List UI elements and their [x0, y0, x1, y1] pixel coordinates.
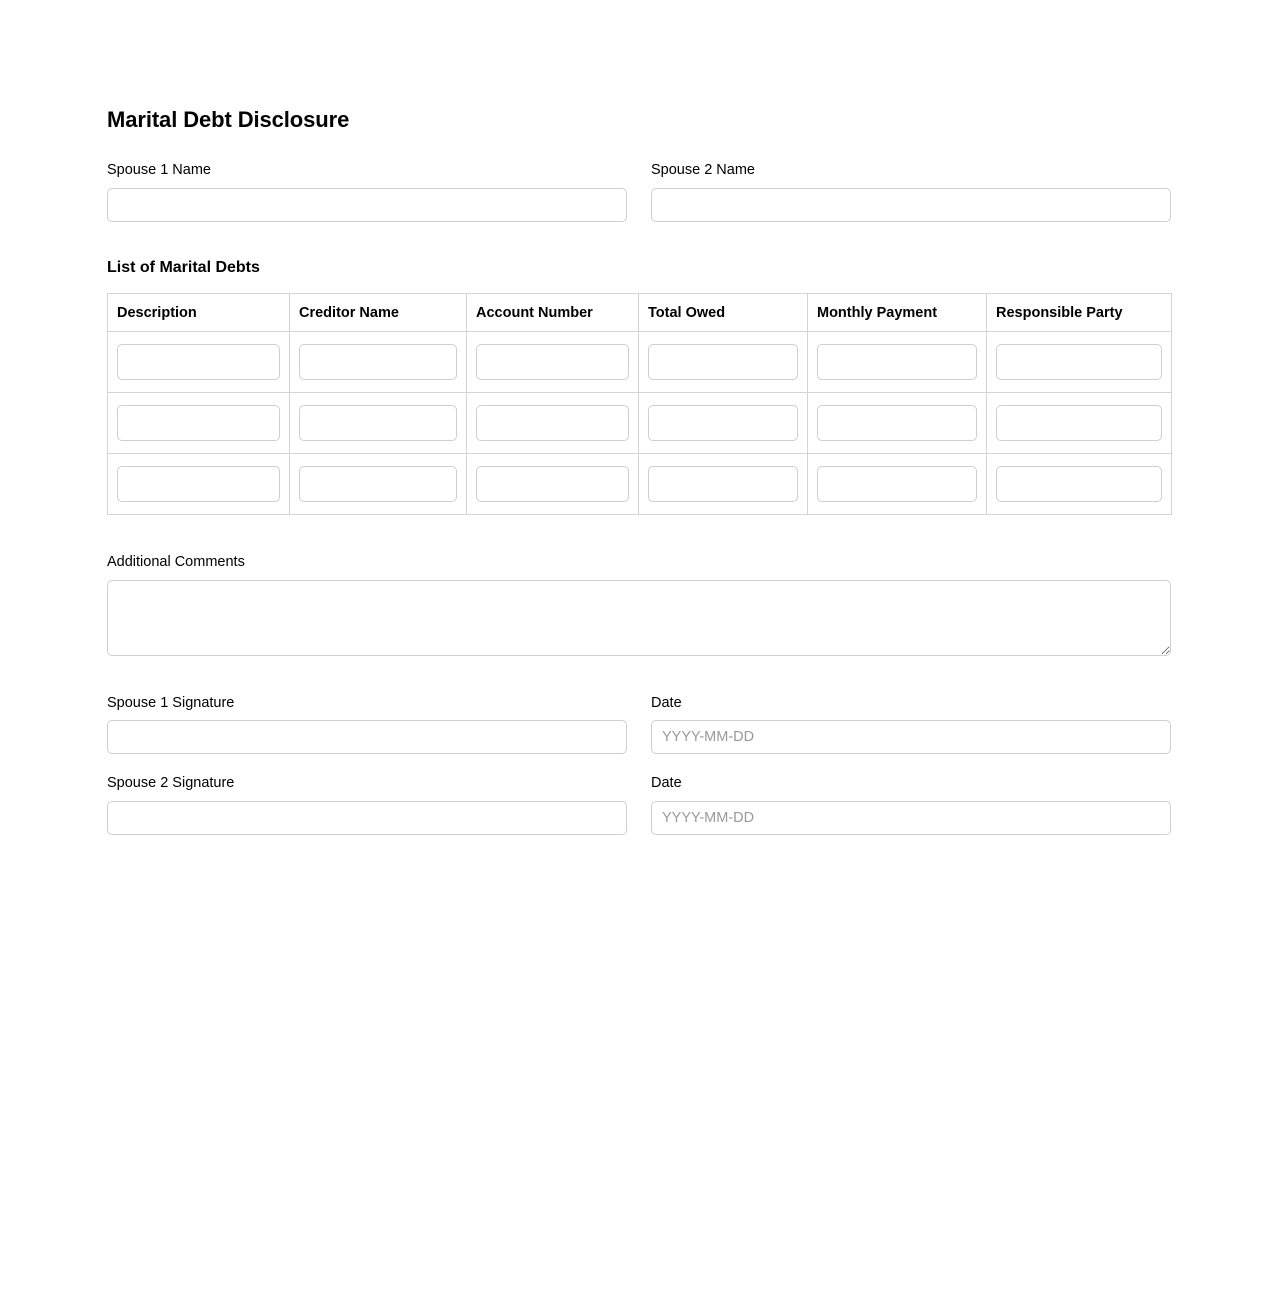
debt-description-input-2[interactable] — [117, 405, 280, 441]
debt-total-owed-input-1[interactable] — [648, 344, 798, 380]
table-header-row — [108, 294, 1172, 332]
spouse-1-signature-field — [107, 694, 627, 755]
spouse-2-signature-row — [107, 774, 1171, 835]
cell-description — [108, 454, 290, 515]
debt-creditor-name-input-3[interactable] — [299, 466, 457, 502]
cell-creditor-name — [290, 393, 467, 454]
debt-account-number-input-3[interactable] — [476, 466, 629, 502]
spouse-2-date-field — [651, 774, 1171, 835]
spouse-1-name-field — [107, 161, 627, 222]
spouse-2-date-label: Date — [651, 775, 682, 792]
table-body — [108, 332, 1172, 515]
additional-comments-field — [107, 553, 1171, 656]
marital-debts-table — [107, 293, 1172, 515]
column-header-creditor-name: Creditor Name — [290, 294, 467, 332]
page-title: Marital Debt Disclosure — [107, 107, 350, 132]
spouse-2-signature-label: Spouse 2 Signature — [107, 775, 235, 792]
spouse-2-date-input[interactable] — [651, 801, 1171, 835]
spouse-2-name-input[interactable] — [651, 188, 1171, 222]
cell-total-owed — [639, 332, 808, 393]
debt-total-owed-input-2[interactable] — [648, 405, 798, 441]
spouse-1-signature-row — [107, 694, 1171, 755]
debt-monthly-payment-input-2[interactable] — [817, 405, 977, 441]
table-row — [108, 454, 1172, 515]
cell-total-owed — [639, 393, 808, 454]
debt-account-number-input-1[interactable] — [476, 344, 629, 380]
cell-account-number — [467, 454, 639, 515]
spouse-1-name-input[interactable] — [107, 188, 627, 222]
table-row — [108, 393, 1172, 454]
cell-responsible-party — [987, 454, 1172, 515]
debt-responsible-party-input-1[interactable] — [996, 344, 1162, 380]
spouse-1-name-label: Spouse 1 Name — [107, 162, 211, 179]
debt-description-input-1[interactable] — [117, 344, 280, 380]
cell-account-number — [467, 393, 639, 454]
cell-creditor-name — [290, 332, 467, 393]
column-header-monthly-payment: Monthly Payment — [808, 294, 987, 332]
debt-creditor-name-input-2[interactable] — [299, 405, 457, 441]
spouse-1-date-field — [651, 694, 1171, 755]
cell-total-owed — [639, 454, 808, 515]
spouse-1-signature-label: Spouse 1 Signature — [107, 694, 235, 711]
cell-responsible-party — [987, 332, 1172, 393]
debt-total-owed-input-3[interactable] — [648, 466, 798, 502]
table-header — [108, 294, 1172, 332]
debt-account-number-input-2[interactable] — [476, 405, 629, 441]
signatures-section — [107, 694, 1171, 835]
debt-creditor-name-input-1[interactable] — [299, 344, 457, 380]
cell-monthly-payment — [808, 332, 987, 393]
debt-responsible-party-input-3[interactable] — [996, 466, 1162, 502]
debt-monthly-payment-input-3[interactable] — [817, 466, 977, 502]
spouse-2-signature-input[interactable] — [107, 801, 627, 835]
spouse-1-signature-input[interactable] — [107, 720, 627, 754]
debts-section-heading: List of Marital Debts — [107, 258, 260, 276]
cell-account-number — [467, 332, 639, 393]
table-row — [108, 332, 1172, 393]
cell-description — [108, 393, 290, 454]
cell-responsible-party — [987, 393, 1172, 454]
cell-monthly-payment — [808, 454, 987, 515]
column-header-total-owed: Total Owed — [639, 294, 808, 332]
column-header-responsible-party: Responsible Party — [987, 294, 1172, 332]
additional-comments-textarea[interactable] — [107, 580, 1171, 656]
cell-monthly-payment — [808, 393, 987, 454]
spouse-1-date-label: Date — [651, 694, 682, 711]
spouse-2-name-label: Spouse 2 Name — [651, 162, 755, 179]
spouse-names-row — [107, 161, 1171, 222]
cell-creditor-name — [290, 454, 467, 515]
debt-monthly-payment-input-1[interactable] — [817, 344, 977, 380]
debt-description-input-3[interactable] — [117, 466, 280, 502]
cell-description — [108, 332, 290, 393]
spouse-1-date-input[interactable] — [651, 720, 1171, 754]
column-header-description: Description — [108, 294, 290, 332]
spouse-2-name-field — [651, 161, 1171, 222]
debt-responsible-party-input-2[interactable] — [996, 405, 1162, 441]
column-header-account-number: Account Number — [467, 294, 639, 332]
spouse-2-signature-field — [107, 774, 627, 835]
additional-comments-label: Additional Comments — [107, 554, 245, 571]
